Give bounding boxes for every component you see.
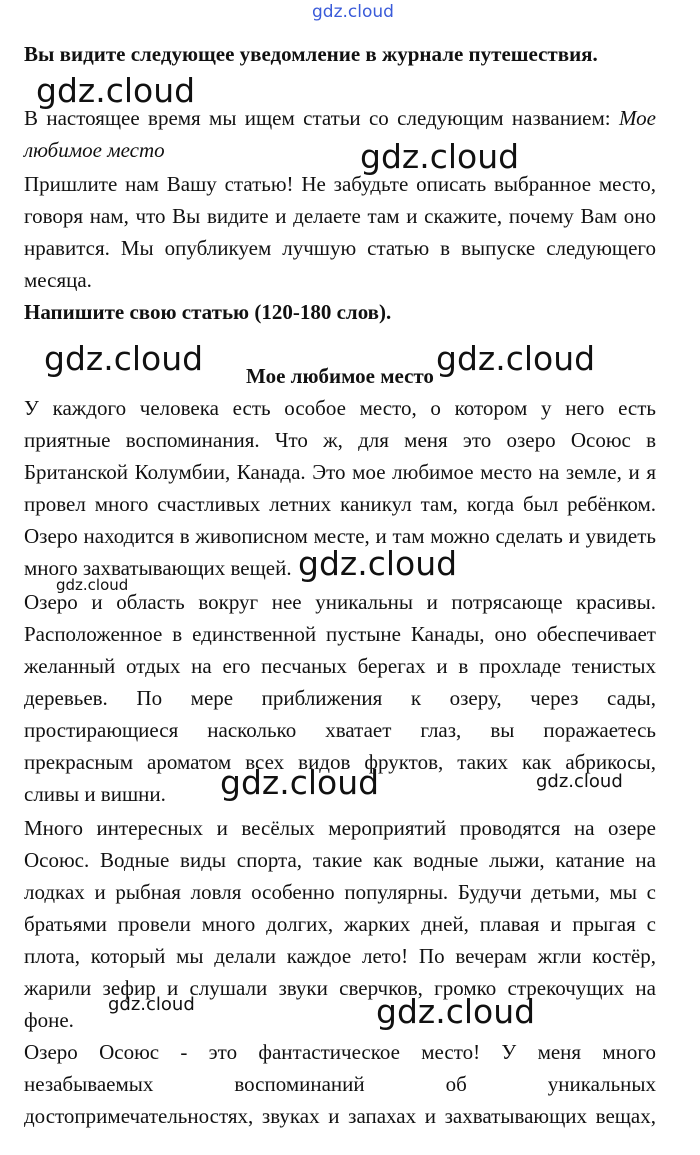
- task-intro-text: В настоящее время мы ищем статьи со следующим названием:: [24, 106, 611, 130]
- task-instruction: Напишите свою статью (120-180 слов).: [24, 300, 392, 324]
- watermark-text: gdz.cloud: [56, 576, 129, 594]
- watermark-text: gdz.cloud: [376, 992, 536, 1031]
- task-paragraph-line-3: нравится. Мы опубликуем лучшую статью в выпуске следующего: [24, 236, 656, 260]
- article-line: много захватывающих вещей.: [24, 556, 292, 580]
- watermark-text: gdz.cloud: [436, 339, 596, 378]
- watermark-text: gdz.cloud: [108, 994, 195, 1015]
- article-line: приятные воспоминания. Что ж, для меня это озеро Осоюс в: [24, 428, 656, 452]
- article-line: простирающиеся насколько хватает глаз, вы поражаетесь: [24, 718, 656, 742]
- watermark-text: gdz.cloud: [298, 544, 458, 583]
- article-line: прекрасным ароматом всех видов фруктов, таких как абрикосы,: [24, 750, 656, 774]
- task-heading: Вы видите следующее уведомление в журнале путешествия.: [24, 42, 598, 66]
- article-line: жарили зефир и слушали звуки сверчков, громко стрекочущих на: [24, 976, 656, 1000]
- article-line: Осоюс. Водные виды спорта, такие как водные лыжи, катание на: [24, 848, 656, 872]
- watermark-text: gdz.cloud: [44, 339, 204, 378]
- article-line: провел много счастливых летних каникул там, когда был ребёнком.: [24, 492, 656, 516]
- article-line: Много интересных и весёлых мероприятий проводятся на озере: [24, 816, 656, 840]
- task-title-italic-1: Мое: [618, 106, 656, 130]
- article-line: незабываемых воспоминаний об уникальных: [24, 1072, 656, 1096]
- article-line: Озеро находится в живописном месте, и там можно сделать и увидеть: [24, 524, 656, 548]
- article-line: Расположенное в единственной пустыне Канады, оно обеспечивает: [24, 622, 656, 646]
- article-line: лодках и рыбная ловля особенно популярны. Будучи детьми, мы с: [24, 880, 656, 904]
- article-line: желанный отдых на его песчаных берегах и в прохладе тенистых: [24, 654, 656, 678]
- article-line: У каждого человека есть особое место, о котором у него есть: [24, 396, 656, 420]
- article-line: братьями провели много долгих, жарких дней, плавая и прыгая с: [24, 912, 656, 936]
- task-title-italic-2: любимое место: [24, 138, 165, 162]
- task-paragraph-line-4: месяца.: [24, 268, 92, 292]
- article-line: достопримечательностях, звуках и запахах и захватывающих вещах,: [24, 1104, 656, 1128]
- watermark-text: gdz.cloud: [536, 771, 623, 792]
- article-title: Мое любимое место: [246, 364, 434, 388]
- watermark-text: gdz.cloud: [220, 763, 380, 802]
- article-line: фоне.: [24, 1008, 74, 1032]
- article-line: деревьев. По мере приближения к озеру, через сады,: [24, 686, 656, 710]
- task-paragraph-line-2: говоря нам, что Вы видите и делаете там и скажите, почему Вам оно: [24, 204, 656, 228]
- article-line: сливы и вишни.: [24, 782, 166, 806]
- article-line: Озеро и область вокруг нее уникальны и потрясающе красивы.: [24, 590, 656, 614]
- watermark-text: gdz.cloud: [360, 137, 520, 176]
- article-line: Британской Колумбии, Канада. Это мое любимое место на земле, и я: [24, 460, 656, 484]
- article-line: плота, который мы делали каждое лето! По вечерам жгли костёр,: [24, 944, 656, 968]
- article-line: Озеро Осоюс - это фантастическое место! У меня много: [24, 1040, 656, 1064]
- watermark-text: gdz.cloud: [36, 71, 196, 110]
- task-paragraph-line-1: Пришлите нам Вашу статью! Не забудьте описать выбранное место,: [24, 172, 656, 196]
- watermark-text: gdz.cloud: [312, 2, 394, 22]
